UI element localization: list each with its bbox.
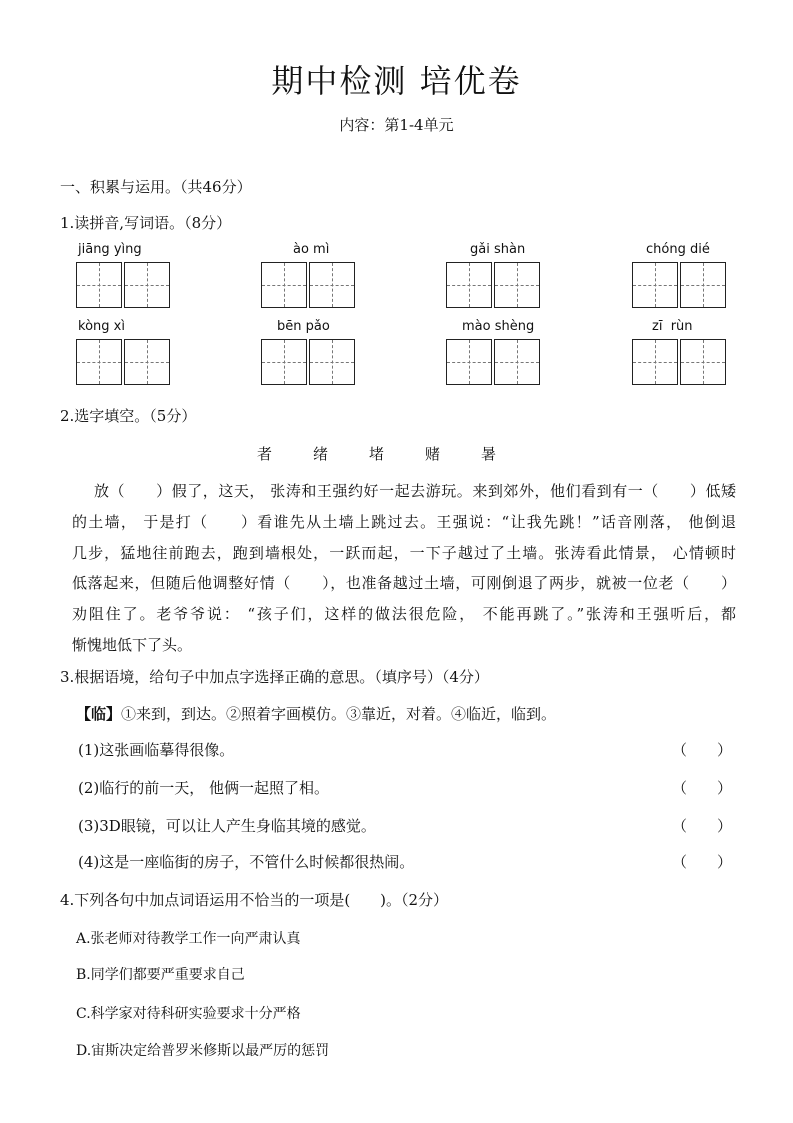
- writing-box[interactable]: [680, 339, 726, 385]
- q2-heading: 2.选字填空。（5分）: [60, 407, 197, 425]
- q1-item: [446, 319, 542, 389]
- q1-item: [632, 242, 728, 312]
- writing-box[interactable]: [76, 339, 122, 385]
- pinyin-label: bēn pǎo: [277, 319, 330, 334]
- passage-line: 劝阻住了。老爷爷说： “孩子们，这样的做法很危险， 不能再跳了。”张涛和王强听后，都: [72, 605, 736, 624]
- q3-heading: 3.根据语境，给句子中加点字选择正确的意思。（填序号）（4分）: [60, 668, 489, 686]
- page-subtitle: 内容：第1-4单元: [339, 116, 454, 134]
- q4-option[interactable]: A.张老师对待教学工作一向严肃认真: [76, 931, 301, 947]
- answer-blank[interactable]: （ ）: [672, 779, 733, 797]
- pinyin-label: ào mì: [293, 242, 330, 257]
- pinyin-label: kòng xì: [78, 319, 125, 334]
- character-option: 赌: [425, 445, 441, 463]
- pinyin-label: jiāng yìng: [78, 242, 142, 257]
- term-meanings: ①来到，到达。②照着字画模仿。③靠近，对着。④临近，临到。: [121, 705, 557, 723]
- q1-item: [76, 319, 172, 389]
- writing-box[interactable]: [261, 262, 307, 308]
- writing-box[interactable]: [309, 339, 355, 385]
- writing-box[interactable]: [632, 262, 678, 308]
- pinyin-label: chóng dié: [646, 242, 710, 257]
- passage-line: 低落起来，但随后他调整好情（ ），也准备越过土墙，可刚倒退了两步，就被一位老（ ）: [72, 574, 736, 593]
- pinyin-label: gǎi shàn: [470, 242, 526, 257]
- q1-item: [632, 319, 728, 389]
- character-option: 者: [257, 445, 273, 463]
- pinyin-label: zī rùn: [652, 319, 693, 334]
- section-1-heading: 一、积累与运用。（共46分）: [60, 178, 252, 196]
- writing-box[interactable]: [124, 262, 170, 308]
- writing-box[interactable]: [446, 339, 492, 385]
- writing-box[interactable]: [309, 262, 355, 308]
- writing-box[interactable]: [494, 262, 540, 308]
- answer-blank[interactable]: （ ）: [672, 853, 733, 871]
- q1-item: [446, 242, 542, 312]
- q1-heading: 1.读拼音,写词语。（8分）: [60, 214, 232, 232]
- q3-item: (1)这张画临摹得很像。: [78, 741, 235, 759]
- character-option: 绪: [313, 445, 329, 463]
- writing-box[interactable]: [680, 262, 726, 308]
- q4-option[interactable]: C.科学家对待科研实验要求十分严格: [76, 1006, 301, 1022]
- passage-line: 的土墙， 于是打（ ）看谁先从土墙上跳过去。王强说：“让我先跳！”话音刚落， 他倒退: [72, 512, 736, 531]
- q2-passage: [72, 476, 736, 661]
- passage-line: 放（ ）假了，这天， 张涛和王强约好一起去游玩。来到郊外，他们看到有一（ ）低矮: [94, 482, 736, 500]
- writing-box[interactable]: [76, 262, 122, 308]
- q1-item: [261, 242, 357, 312]
- q4-heading: 4.下列各句中加点词语运用不恰当的一项是( )。（2分）: [60, 891, 449, 909]
- character-option: 暑: [481, 445, 497, 463]
- q3-item: (2)临行的前一天， 他俩一起照了相。: [78, 779, 330, 797]
- writing-box[interactable]: [632, 339, 678, 385]
- q3-item: (4)这是一座临街的房子，不管什么时候都很热闹。: [78, 853, 415, 871]
- answer-blank[interactable]: （ ）: [672, 741, 733, 759]
- q3-definitions: [76, 703, 556, 724]
- pinyin-label: mào shèng: [462, 319, 535, 334]
- writing-box[interactable]: [446, 262, 492, 308]
- writing-box[interactable]: [494, 339, 540, 385]
- page-title: 期中检测 培优卷: [271, 62, 522, 100]
- q3-item: (3)3D眼镜，可以让人产生身临其境的感觉。: [78, 817, 376, 835]
- writing-box[interactable]: [261, 339, 307, 385]
- character-option: 堵: [369, 445, 385, 463]
- q1-item: [76, 242, 172, 312]
- q4-option[interactable]: D.宙斯决定给普罗米修斯以最严厉的惩罚: [76, 1043, 330, 1059]
- passage-line: 几步，猛地往前跑去，跑到墙根处，一跃而起，一下子越过了土墙。张涛看此情景， 心情顿时: [72, 543, 736, 562]
- answer-blank[interactable]: （ ）: [672, 817, 733, 835]
- q4-option[interactable]: B.同学们都要严重要求自己: [76, 967, 245, 983]
- q1-item: [261, 319, 357, 389]
- passage-line: 惭愧地低下了头。: [72, 635, 193, 654]
- writing-box[interactable]: [124, 339, 170, 385]
- term-label: 【临】: [76, 705, 122, 723]
